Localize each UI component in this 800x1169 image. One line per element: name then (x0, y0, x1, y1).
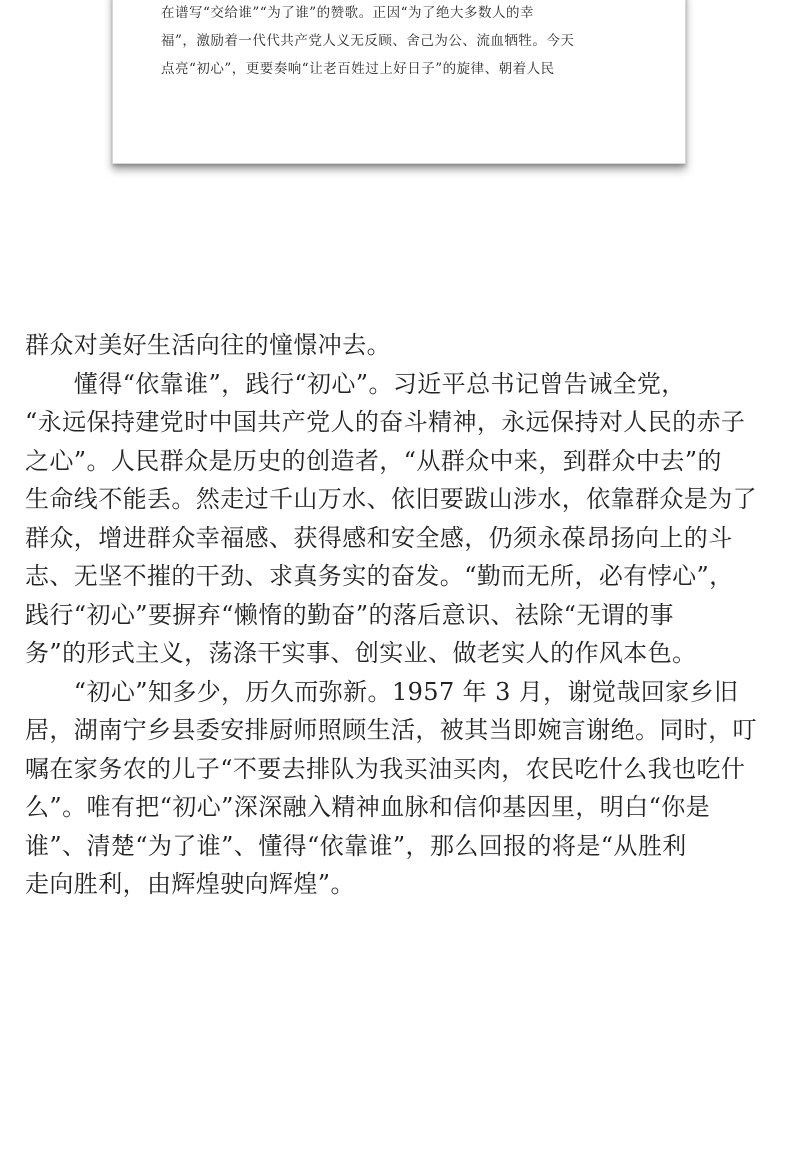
article-body (25, 326, 777, 904)
article-line: 走向胜利，由辉煌驶向辉煌”。 (25, 870, 355, 898)
article-line: 志、无坚不摧的干劲、求真务实的奋发。“勤而无所，必有悖心”， (25, 562, 734, 590)
quote-line: 点亮“初心”，更要奏响“让老百姓过上好日子”的旋律、朝着人民 (161, 61, 555, 77)
quote-line: 在谱写“交给谁”“为了谁”的赞歌。正因“为了绝大多数人的幸 (161, 5, 535, 21)
article-line: 嘱在家务农的儿子“不要去排队为我买油买肉，农民吃什么我也吃什 (25, 754, 746, 783)
article-line: “初心”知多少，历久而弥新。1957 年 3 月，谢觉哉回家乡旧 (25, 677, 739, 706)
quote-card-text (161, 0, 645, 83)
article-line: 践行“初心”要摒弃“懒惰的勤奋”的落后意识、祛除“无谓的事 (25, 600, 674, 629)
article-line: 么”。唯有把“初心”深深融入精神血脉和信仰基因里，明白“你是 (25, 793, 711, 821)
quote-card (112, 0, 686, 164)
article-line: 居，湖南宁乡县委安排厨师照顾生活，被其当即婉言谢绝。同时，叮 (25, 716, 757, 744)
article-line: 懂得“依靠谁”，践行“初心”。习近平总书记曾告诫全党， (25, 369, 686, 398)
article-line: 群众，增进群众幸福感、获得感和安全感，仍须永葆昂扬向上的斗 (25, 523, 733, 552)
quote-line: 福”，激励着一代代共产党人义无反顾、舍己为公、流血牺牲。今天 (161, 33, 575, 49)
article-line: 群众对美好生活向往的憧憬冲去。 (25, 331, 391, 359)
article-line: 之心”。人民群众是历史的创造者，“从群众中来，到群众中去”的 (25, 446, 722, 475)
article-line: 生命线不能丢。然走过千山万水、依旧要跋山涉水，依靠群众是为了 (25, 485, 757, 513)
article-line: 务”的形式主义，荡涤干实事、创实业、做老实人的作风本色。 (25, 639, 697, 667)
article-line: 谁”、清楚“为了谁”、懂得“依靠谁”，那么回报的将是“从胜利 (25, 831, 687, 860)
article-line: “永远保持建党时中国共产党人的奋斗精神，永远保持对人民的赤子 (25, 408, 746, 436)
